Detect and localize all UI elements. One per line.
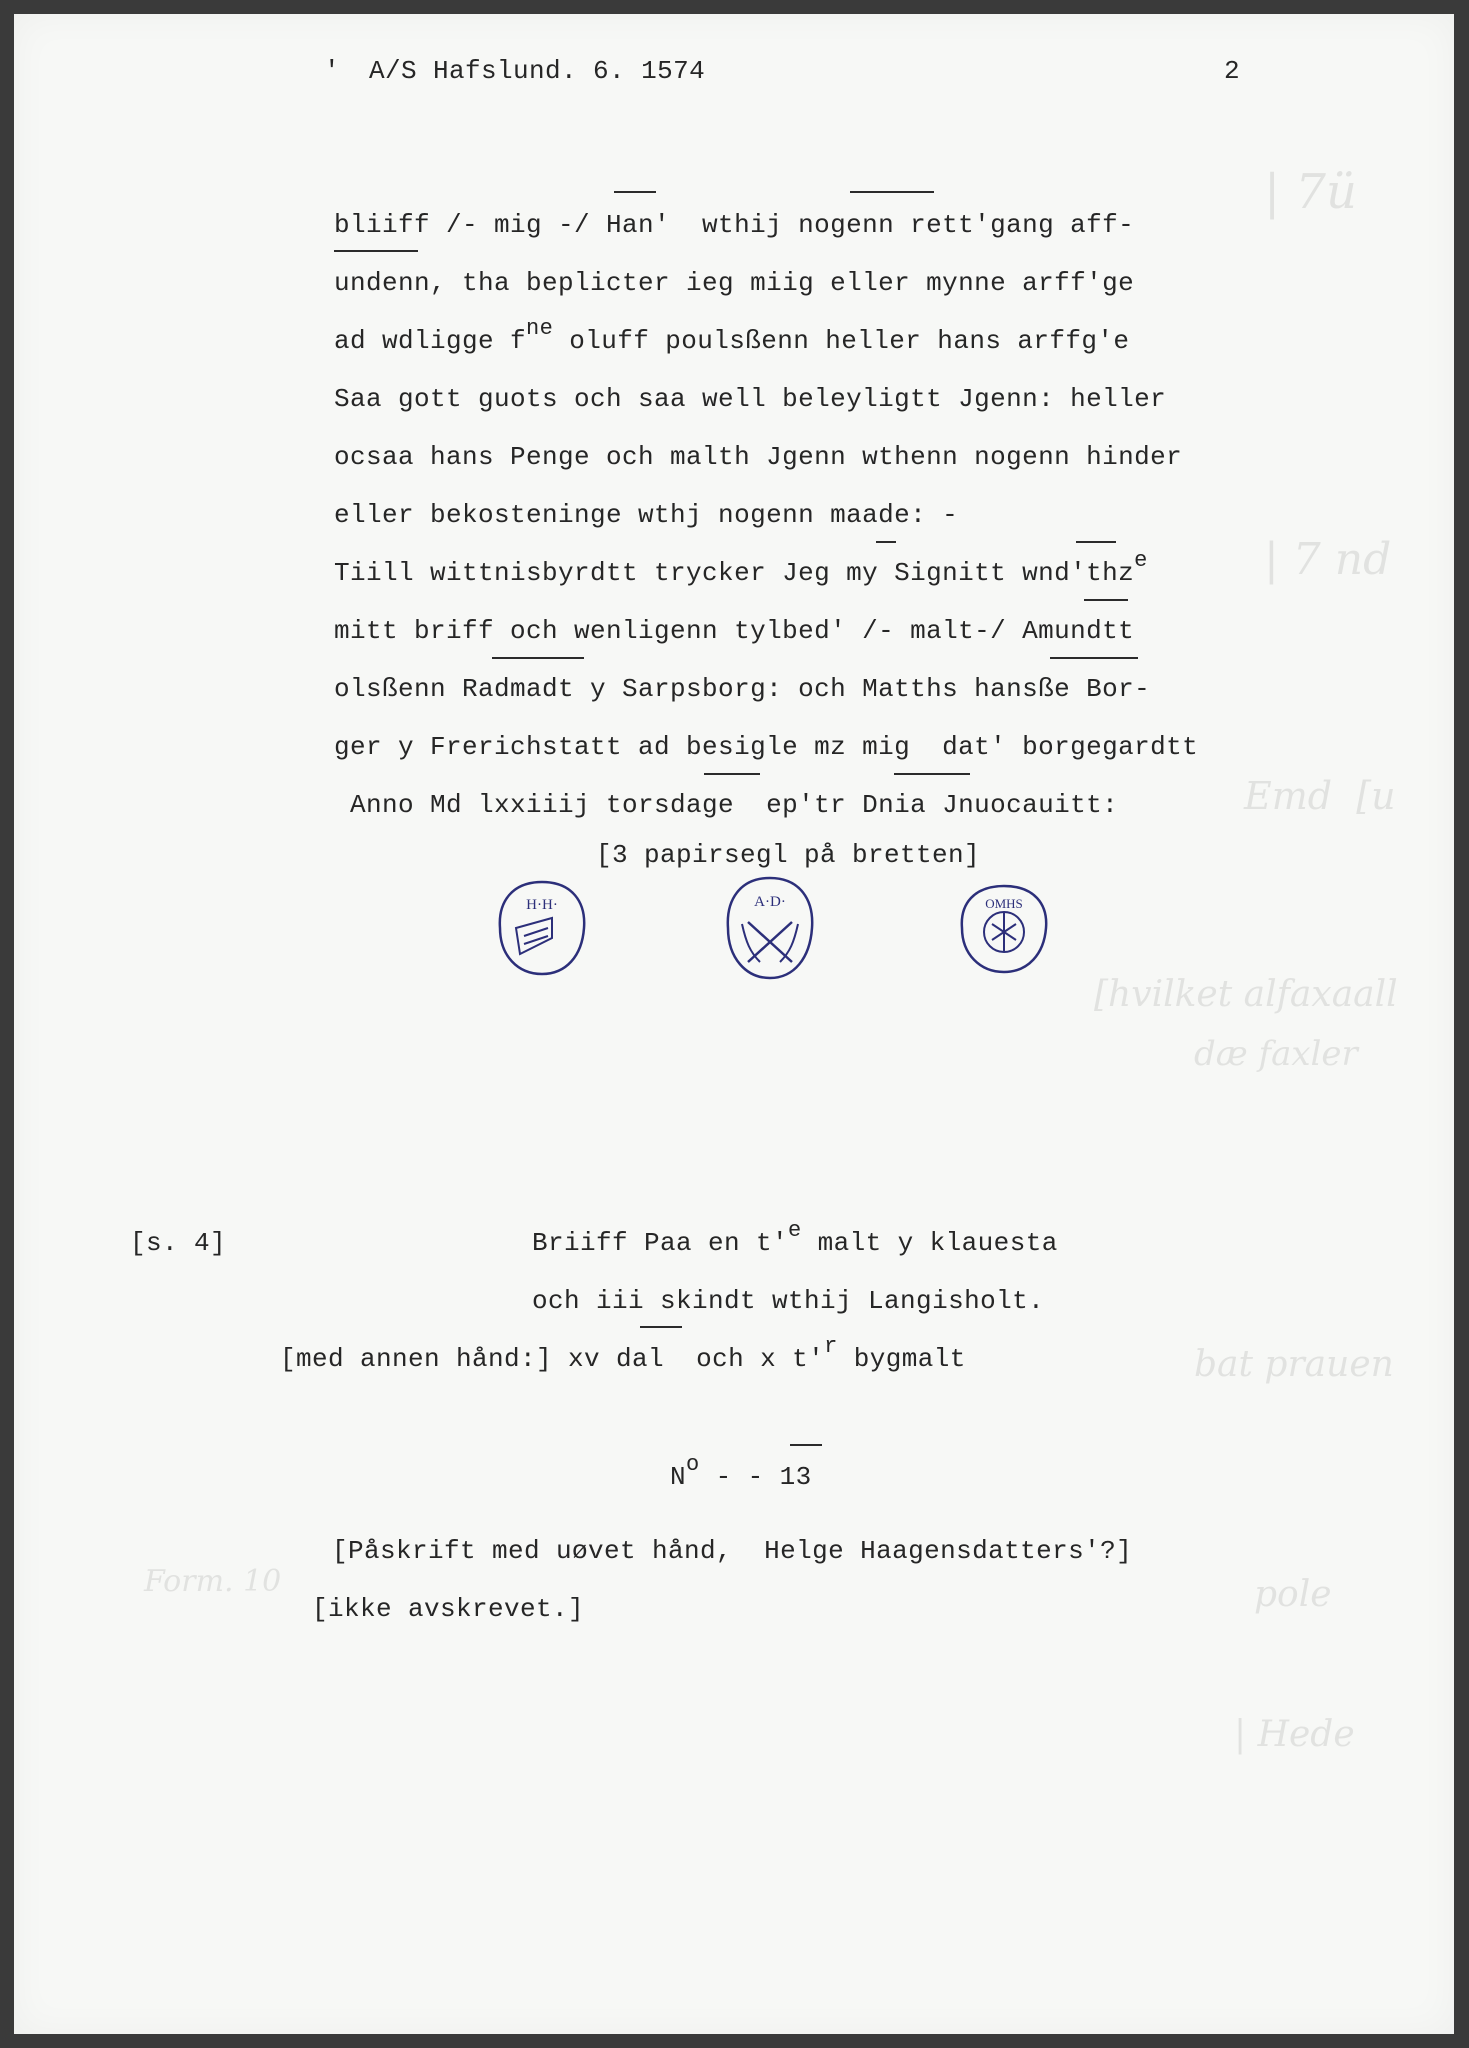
- paper-seal-1: [492, 876, 592, 980]
- paper-seal-2: [720, 872, 820, 984]
- faint-mark: Emd [u: [1244, 774, 1396, 818]
- faint-mark: [hvilket alfaxaall: [1094, 974, 1398, 1015]
- abbreviation-macron: [640, 1326, 682, 1328]
- body-line: ad wdligge $f^{ne}$ oluff poulsßenn heller hans arffg'e: [334, 316, 1130, 356]
- body-line: ocsaa hans Penge och malth Jgenn wthenn nogenn hinder: [334, 442, 1183, 472]
- inscription-note: [Påskrift med uøvet hånd, Helge Haagensdatters'?]: [332, 1536, 1133, 1566]
- faint-mark: bat prauen: [1194, 1344, 1394, 1385]
- faint-mark: | 7ü: [1264, 164, 1357, 220]
- hand-note: [med annen hånd:]: [280, 1344, 553, 1374]
- faint-mark: Form. 10: [144, 1564, 282, 1599]
- abbreviation-macron: [1050, 657, 1138, 659]
- body-line: Saa gott guots och saa well beleyligtt Jgenn: heller: [334, 384, 1167, 414]
- section-reference: [s. 4]: [130, 1228, 227, 1258]
- section-line: Briiff Paa en $t'^e$ malt y klauesta: [532, 1218, 1058, 1258]
- abbreviation-macron: [1084, 599, 1128, 601]
- faint-mark: | 7 nd: [1264, 534, 1392, 585]
- number-mark: $N^o$ - - 13: [670, 1452, 812, 1492]
- seal-initials: OMHS: [985, 896, 1023, 911]
- abbreviation-macron: [1076, 541, 1116, 543]
- body-line: ger y Frerichstatt ad besigle mz mig dat' borgegardtt: [334, 732, 1199, 762]
- faint-mark: | Hede: [1234, 1714, 1355, 1755]
- body-line: undenn, tha beplicter ieg miig eller mynne arff'ge: [334, 268, 1135, 298]
- transcription-note: [ikke avskrevet.]: [312, 1594, 585, 1624]
- abbreviation-macron: [790, 1444, 822, 1446]
- seal-note: [3 papirsegl på bretten]: [596, 840, 981, 870]
- abbreviation-macron: [704, 773, 760, 775]
- body-line: eller bekosteninge wthj nogenn maade: -: [334, 500, 959, 530]
- body-line: olsßenn Radmadt y Sarpsborg: och Matths hansße Bor-: [334, 674, 1151, 704]
- body-line: mitt briff och wenligenn tylbed' /- malt-/ Amundtt: [334, 616, 1135, 646]
- faint-mark: pole: [1254, 1574, 1332, 1615]
- body-line: bliiff /- mig -/ Han' wthij nogenn rett'gang aff-: [334, 210, 1135, 240]
- header-title: A/S Hafslund. 6. 1574: [369, 56, 706, 86]
- section-line: och iii skindt wthij Langisholt.: [532, 1286, 1045, 1316]
- section-line: [med annen hånd:] xv dal och x $t'^r$ bygmalt: [280, 1334, 966, 1374]
- abbreviation-macron: [334, 250, 418, 252]
- paper-seal-3: [954, 880, 1054, 978]
- abbreviation-macron: [614, 191, 656, 193]
- abbreviation-macron: [876, 541, 896, 543]
- body-line: Tiill wittnisbyrdtt trycker Jeg my Signitt wnd'thz$^e$: [334, 548, 1148, 588]
- seal-initials: H·H·: [526, 897, 558, 913]
- header-left-mark: ': [324, 56, 341, 86]
- page-number: 2: [1224, 56, 1241, 86]
- abbreviation-macron: [492, 657, 584, 659]
- body-line: Anno Md lxxiiij torsdage ep'tr Dnia Jnuocauitt:: [350, 790, 1119, 820]
- abbreviation-macron: [850, 191, 934, 193]
- faint-mark: dæ faxler: [1194, 1034, 1358, 1074]
- document-page: [14, 14, 1454, 2034]
- abbreviation-macron: [894, 773, 970, 775]
- seal-initials: A·D·: [754, 894, 786, 910]
- header-number: 1574: [641, 56, 706, 86]
